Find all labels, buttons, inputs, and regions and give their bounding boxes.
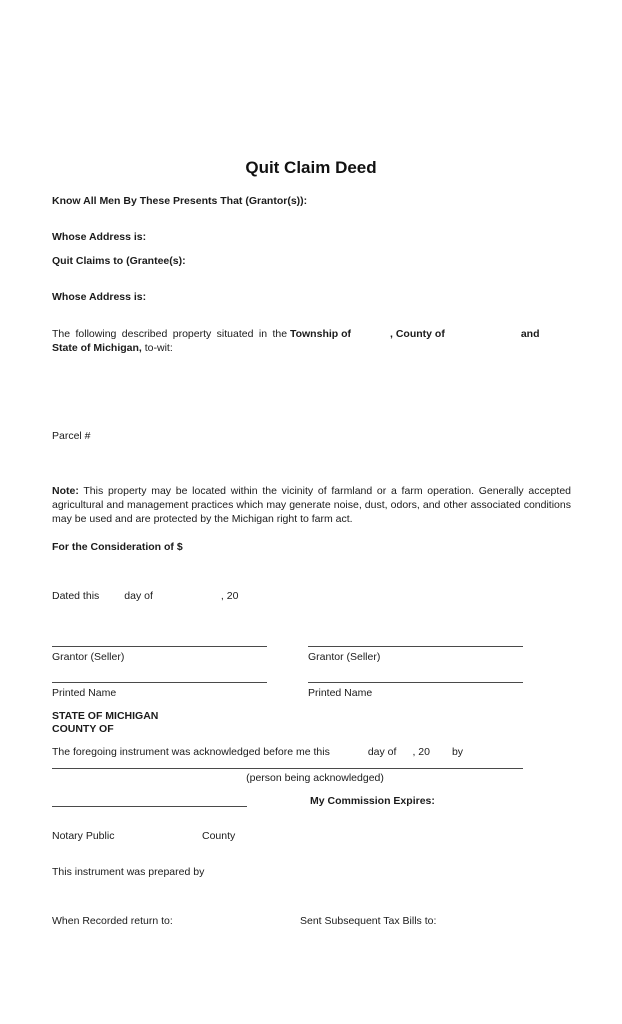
parcel-number-field[interactable]	[100, 430, 350, 444]
dated-year-blank[interactable]	[238, 598, 278, 599]
person-acknowledged-caption: (person being acknowledged)	[246, 772, 384, 784]
grantee-address-field[interactable]	[150, 291, 570, 305]
dated-year-prefix: , 20	[220, 590, 239, 602]
grantee-address-label: Whose Address is:	[52, 291, 147, 303]
tax-bills-field[interactable]	[300, 930, 520, 990]
notary-county-word: County	[202, 830, 236, 842]
dated-day-blank[interactable]	[99, 598, 124, 599]
notary-public-label: Notary Public	[52, 830, 115, 842]
property-clause-line2	[52, 342, 173, 356]
county-heading: COUNTY OF	[52, 722, 114, 735]
grantor-signature-line-left[interactable]	[52, 646, 267, 647]
farmland-note	[52, 484, 571, 526]
notary-county-blank[interactable]	[120, 830, 198, 843]
state-label: State of Michigan,	[52, 341, 142, 354]
grantee-heading: Quit Claims to (Grantee(s):	[52, 255, 186, 267]
commission-expires-blank[interactable]	[435, 795, 570, 808]
property-clause-lead: The following described property situated in the	[52, 328, 288, 340]
commission-expires-label: My Commission Expires:	[310, 795, 435, 807]
grantor-label-right: Grantor (Seller)	[308, 651, 381, 663]
ack-month-blank[interactable]	[396, 754, 412, 755]
dated-month-blank[interactable]	[153, 598, 221, 599]
prepared-by-label: This instrument was prepared by	[52, 866, 205, 878]
person-acknowledged-line[interactable]	[52, 768, 523, 769]
property-clause-line1	[52, 328, 540, 342]
grantor-names-field[interactable]	[52, 212, 570, 228]
acknowledgment-county-blank[interactable]	[125, 723, 275, 736]
consideration-amount-field[interactable]	[190, 541, 390, 555]
dated-day-of: day of	[124, 590, 153, 602]
printed-name-line-left[interactable]	[52, 682, 267, 683]
note-label: Note:	[52, 485, 79, 497]
printed-name-line-right[interactable]	[308, 682, 523, 683]
dated-prefix: Dated this	[52, 590, 100, 602]
tax-bills-label: Sent Subsequent Tax Bills to:	[300, 915, 437, 927]
grantee-names-field[interactable]	[52, 272, 570, 286]
ack-year-prefix: , 20	[412, 746, 430, 758]
grantor-address-label: Whose Address is:	[52, 231, 147, 243]
ack-by-word: by	[451, 746, 464, 758]
consideration-label: For the Consideration of $	[52, 541, 183, 553]
grantor-label-left: Grantor (Seller)	[52, 651, 125, 663]
towit-label: to-wit:	[144, 341, 173, 354]
county-label: , County of	[390, 328, 445, 340]
state-heading: STATE OF MICHIGAN	[52, 710, 159, 722]
parcel-label: Parcel #	[52, 430, 91, 442]
note-text: This property may be located within the vicinity of farmland or a farm operation. Generally accepted agricultural and management practices which may generate noise, dust, odors, and other associated conditions may be used and are protected by the Michigan right to farm act.	[52, 485, 571, 525]
prepared-by-field[interactable]	[215, 866, 570, 880]
grantor-signature-line-right[interactable]	[308, 646, 523, 647]
grantor-address-field[interactable]	[150, 231, 570, 245]
printed-name-label-left: Printed Name	[52, 687, 117, 699]
grantor-heading: Know All Men By These Presents That (Grantor(s)):	[52, 195, 308, 207]
ack-year-blank[interactable]	[430, 754, 452, 755]
acknowledgment-statement	[52, 746, 463, 759]
township-name-blank[interactable]	[351, 336, 390, 337]
dated-line	[52, 590, 278, 603]
printed-name-label-right: Printed Name	[308, 687, 373, 699]
recorded-return-label: When Recorded return to:	[52, 915, 173, 927]
and-word: and	[520, 328, 540, 340]
document-title: Quit Claim Deed	[245, 158, 377, 177]
township-label: Township of	[289, 328, 352, 340]
ack-day-blank[interactable]	[330, 754, 368, 755]
ack-day-of: day of	[367, 746, 397, 758]
property-description-area[interactable]	[52, 362, 570, 424]
notary-signature-line[interactable]	[52, 806, 247, 807]
acknowledgment-prefix: The foregoing instrument was acknowledged before me this	[52, 746, 330, 758]
county-name-blank[interactable]	[445, 336, 521, 337]
recorded-return-field[interactable]	[52, 930, 272, 990]
